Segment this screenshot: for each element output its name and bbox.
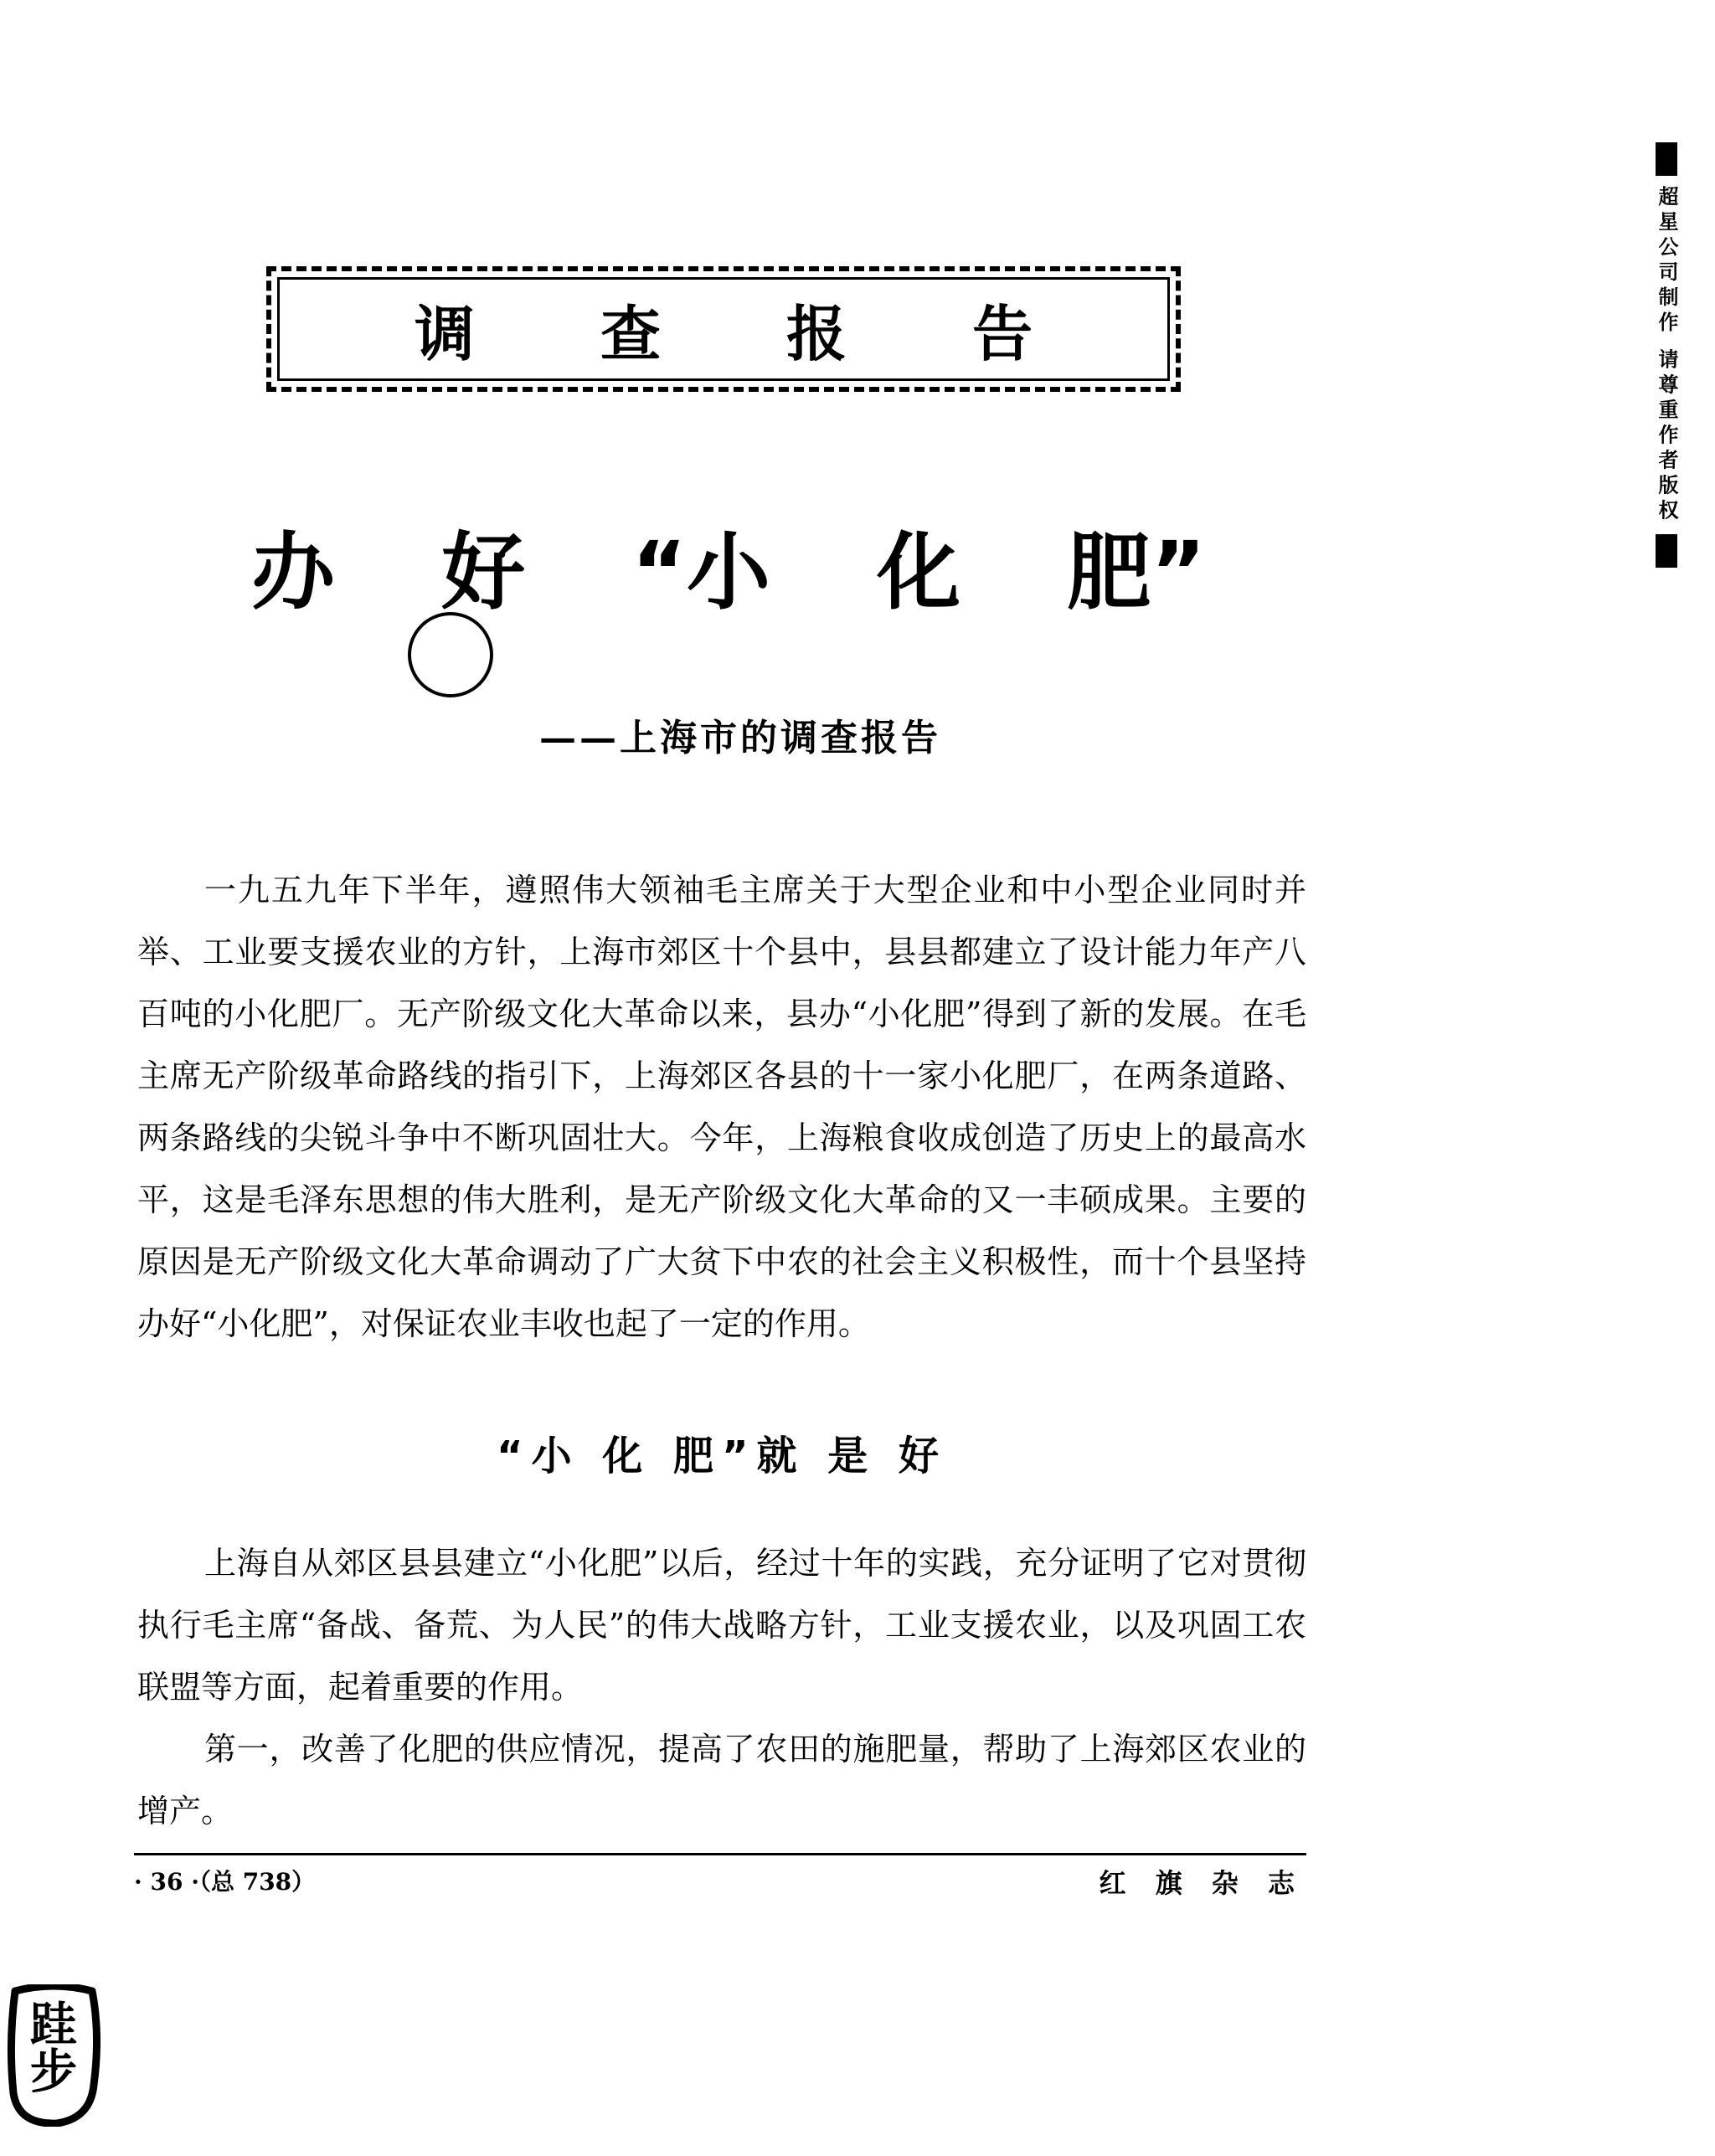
copyright-strip: [1650, 142, 1683, 568]
title-char: 化: [877, 523, 961, 621]
column-banner: [266, 266, 1181, 392]
article-subtitle: ——上海市的调查报告: [539, 717, 941, 759]
journal-name: 红 旗 杂 志: [1099, 1867, 1305, 1899]
banner-char: 报: [786, 299, 847, 369]
title-char: “小: [631, 523, 770, 621]
article-title: [251, 515, 1206, 621]
section-text: [137, 1532, 1306, 1842]
paragraph: 一九五九年下半年，遵照伟大领袖毛主席关于大型企业和中小型企业同时并举、工业要支援农业的方针，上海市郊区十个县中，县县都建立了设计能力年产八百吨的小化肥厂。无产阶级文化大革命以来，县办“小化肥”得到了新的发展。在毛主席无产阶级革命路线的指引下，上海郊区各县的十一家小化肥厂，在两条道路、两条路线的尖锐斗争中不断巩固壮大。今年，上海粮食收成创造了历史上的最高水平，这是毛泽东思想的伟大胜利，是无产阶级文化大革命的又一丰硕成果。主要的原因是无产阶级文化大革命调动了广大贫下中农的社会主义积极性，而十个县坚持办好“小化肥”，对保证农业丰收也起了一定的作用。: [137, 872, 1306, 1342]
title-char: 好: [441, 523, 526, 621]
title-char: 肥”: [1067, 523, 1206, 621]
paragraph: 第一，改善了化肥的供应情况，提高了农田的施肥量，帮助了上海郊区农业的增产。: [137, 1731, 1306, 1829]
page-number: · 36 ·（总 738）: [134, 1868, 316, 1896]
seal-text: 跬步: [23, 1999, 78, 2093]
copyright-notice: 超星公司制作 请尊重作者版权: [1655, 186, 1679, 525]
banner-char: 查: [600, 299, 661, 369]
banner-char: 调: [414, 299, 475, 369]
banner-char: 告: [972, 299, 1033, 369]
strip-marker-icon: [1656, 534, 1677, 568]
section-heading: “小 化 肥”就 是 好: [497, 1433, 947, 1479]
intro-text: [137, 859, 1306, 1355]
title-char: 办: [251, 523, 335, 621]
footer-divider: [134, 1853, 1306, 1855]
strip-marker-icon: [1656, 142, 1677, 176]
circle-mark-icon: [408, 612, 493, 697]
paragraph: 上海自从郊区县县建立“小化肥”以后，经过十年的实践，充分证明了它对贯彻执行毛主席“备战、备荒、为人民”的伟大战略方针，工业支援农业，以及巩固工农联盟等方面，起着重要的作用。: [137, 1545, 1306, 1706]
